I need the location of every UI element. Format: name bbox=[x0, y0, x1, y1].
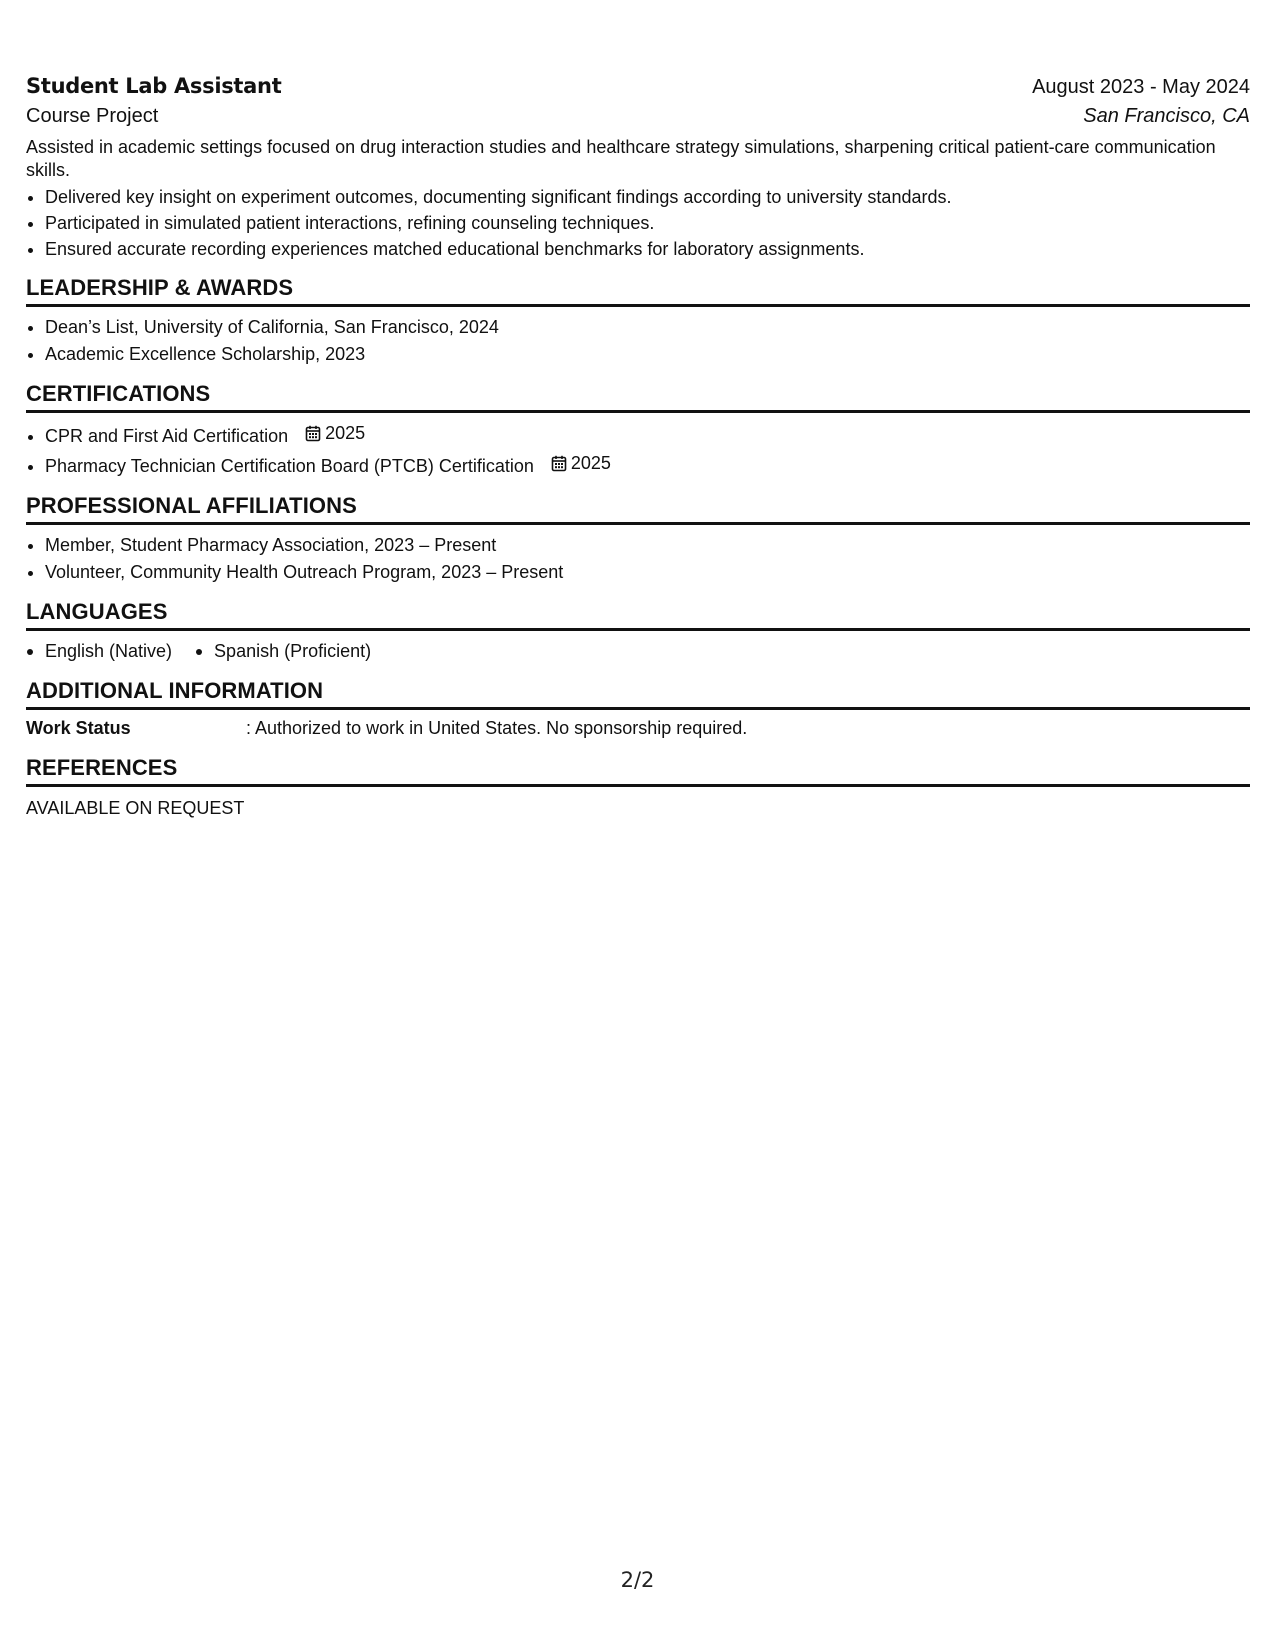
list-item bbox=[45, 450, 1250, 480]
section-heading: ADDITIONAL INFORMATION bbox=[26, 677, 1250, 710]
certification-date bbox=[551, 450, 611, 477]
section-heading: PROFESSIONAL AFFILIATIONS bbox=[26, 492, 1250, 525]
leadership-list bbox=[26, 314, 1250, 368]
list-item: English (Native) bbox=[26, 638, 172, 665]
page-number: 2/2 bbox=[620, 1568, 655, 1592]
calendar-icon bbox=[305, 425, 321, 442]
job-subheader-row bbox=[26, 105, 1250, 128]
job-title: Student Lab Assistant bbox=[26, 74, 282, 98]
certification-year: 2025 bbox=[325, 423, 366, 443]
job-entry bbox=[26, 74, 1250, 262]
job-bullet-list bbox=[26, 184, 1250, 262]
calendar-icon bbox=[551, 455, 567, 472]
work-status-value: : Authorized to work in United States. No sponsorship required. bbox=[246, 718, 748, 738]
section-heading: LANGUAGES bbox=[26, 598, 1250, 631]
list-item: • Volunteer, Community Health Outreach Program, 2023 – Present bbox=[45, 559, 1250, 586]
section-affiliations bbox=[26, 492, 1250, 586]
section-heading: REFERENCES bbox=[26, 754, 1250, 787]
references-text: AVAILABLE ON REQUEST bbox=[26, 798, 245, 818]
work-status-label: Work Status bbox=[26, 718, 131, 738]
section-heading: CERTIFICATIONS bbox=[26, 380, 1250, 413]
certification-date bbox=[305, 420, 365, 447]
languages-list bbox=[26, 638, 1250, 665]
certification-name: CPR and First Aid Certification bbox=[45, 426, 289, 446]
list-item: • Participated in simulated patient interactions, refining counseling techniques. bbox=[45, 210, 1250, 236]
list-item bbox=[45, 420, 1250, 450]
list-item: Spanish (Proficient) bbox=[195, 638, 371, 665]
list-item: • Delivered key insight on experiment outcomes, documenting significant findings according to university standards. bbox=[45, 184, 1250, 210]
section-leadership bbox=[26, 274, 1250, 368]
section-additional-information bbox=[26, 677, 1250, 742]
certifications-list bbox=[26, 420, 1250, 480]
list-item: • Ensured accurate recording experiences matched educational benchmarks for laboratory assignments. bbox=[45, 236, 1250, 262]
section-certifications bbox=[26, 380, 1250, 480]
certification-name: Pharmacy Technician Certification Board (PTCB) Certification bbox=[45, 456, 534, 476]
list-item: • Member, Student Pharmacy Association, 2023 – Present bbox=[45, 532, 1250, 559]
work-status-row bbox=[26, 715, 1250, 742]
list-item: • Academic Excellence Scholarship, 2023 bbox=[45, 341, 1250, 368]
resume-page bbox=[26, 74, 1250, 822]
affiliations-list bbox=[26, 532, 1250, 586]
section-languages bbox=[26, 598, 1250, 665]
job-dates: August 2023 - May 2024 bbox=[1032, 76, 1250, 98]
job-location: San Francisco, CA bbox=[1083, 105, 1250, 127]
certification-year: 2025 bbox=[570, 453, 611, 473]
section-references bbox=[26, 754, 1250, 822]
list-item: • Dean’s List, University of California, San Francisco, 2024 bbox=[45, 314, 1250, 341]
job-header-row bbox=[26, 74, 1250, 99]
job-organization: Course Project bbox=[26, 105, 159, 127]
job-description: Assisted in academic settings focused on drug interaction studies and healthcare strategy simulations, sharpening critical patient-care communication skills. bbox=[26, 137, 1216, 180]
section-heading: LEADERSHIP & AWARDS bbox=[26, 274, 1250, 307]
